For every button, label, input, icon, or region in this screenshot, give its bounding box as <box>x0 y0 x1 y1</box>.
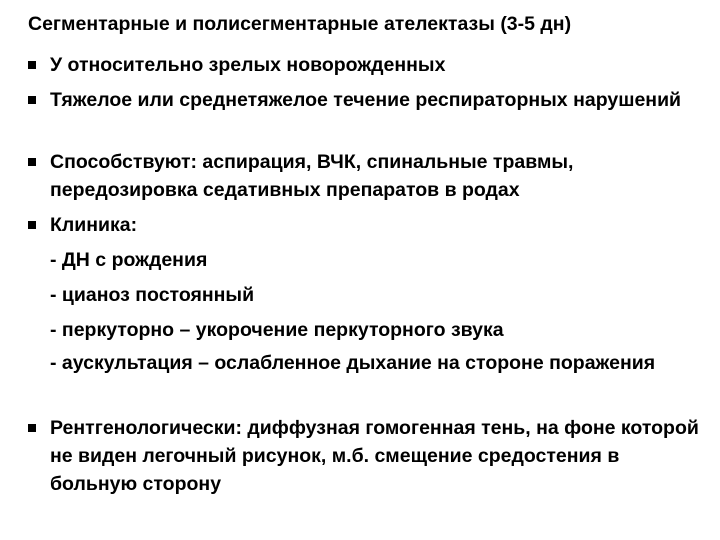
clinic-subitem: - перкуторно – укорочение перкуторного звука <box>50 319 504 341</box>
bullet-marker <box>28 158 36 166</box>
bullet-marker <box>28 424 36 432</box>
clinic-subitem: - ДН с рождения <box>50 249 208 271</box>
bullet-marker <box>28 61 36 69</box>
clinic-subitem: - аускультация – ослабленное дыхание на стороне поражения <box>50 352 656 374</box>
bullet-marker <box>28 96 36 104</box>
bullet-item: Тяжелое или среднетяжелое течение респираторных нарушений <box>50 89 682 111</box>
bullet-item: Способствуют: аспирация, ВЧК, спинальные травмы, передозировка седативных препаратов в родах <box>50 151 574 201</box>
slide-title: Сегментарные и полисегментарные ателектазы (3-5 дн) <box>28 13 572 35</box>
bullet-item: У относительно зрелых новорожденных <box>50 54 446 76</box>
bullet-marker <box>28 221 36 229</box>
clinic-subitem: - цианоз постоянный <box>50 284 255 306</box>
bullet-item: Клиника: <box>50 214 138 236</box>
bullet-item: Рентгенологически: диффузная гомогенная тень, на фоне которой не виден легочный рисунок, м.б. смещение средостения в больную сторону <box>50 417 699 495</box>
